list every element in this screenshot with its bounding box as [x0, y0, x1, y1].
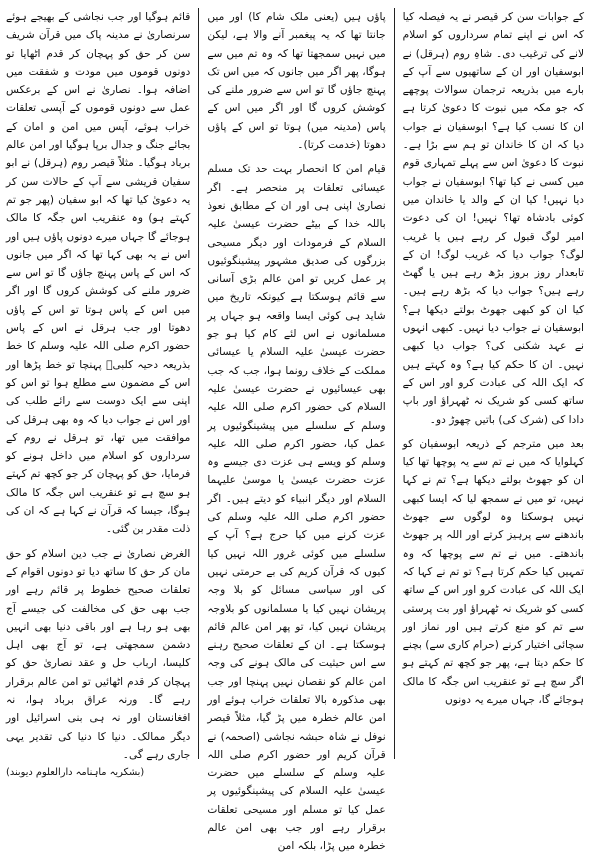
column-divider: [198, 8, 199, 759]
middle-column: [199, 8, 393, 853]
source-credit: (بشکریہ ماہنامہ دارالعلوم دیوبند): [6, 767, 145, 779]
paragraph: قائم ہوگیا اور جب نجاشی کے بھیجے ہوئے سرنصاریٰ نے مدینہ پاک میں قرآن شریف سن کر حق کو پہچان کر قدم اٹھایا تو دونوں قوموں میں مودت و شفقت میں اضافہ ہوا۔ نصاریٰ نے اس کے برعکس عمل سے دونوں قوموں کے آپسی تعلقات خراب ہوئے، آپس میں امن و امان کے بجائے جنگ و جدال برپا ہوگیا اور امن عالم برباد ہوگیا۔ مثلاً قیصر روم (ہرقل) نے ابو سفیان قریشی سے آپ کے حالات سن کر یہ دعویٰ کیا تھا کہ ابو سفیان (پھر جو تم کہتے ہو) وہ عنقریب اس جگہ کا مالک ہوجائے گا جہاں میرے دونوں پاؤں ہیں اور اس نے یہ بھی کہا تھا کہ اگر میں جانوں کہ اس کے پاس پہنچ جاؤں گا تو اس سے ضرور ملنے کی کوشش کروں گا اور اگر میں اس کے پاس ہوتا تو اس کے پاؤں دھوتا اور جب ہرقل نے اس کے پاس حضور اکرم صلی اللہ علیہ وسلم کا خط بذریعہ دحیہ کلبیؓ پہنچا تو خط پڑھا اور اس کے مضمون سے مطلع ہوا تو اس کو اپنی سے ایک دوست سے رائے طلب کی اور اس نے جواب دیا کہ وہ بھی ہرقل کی موافقت میں تھا، تو ہرقل نے روم کے سرداروں کو اسلام میں داخل ہونے کو فرمایا، حق کو پہچان کر جو کچھ تم کہتے ہو سچ ہے تو عنقریب اس جگہ کا مالک ہوگا، جیسا کہ قرآن نے کہا ہے کہ ان کی ذلت مقدر بن گئی۔: [6, 11, 191, 536]
paragraph: قیام امن کا انحصار بہت حد تک مسلم عیسائی تعلقات پر منحصر ہے۔ اگر نصاریٰ اپنی ہی اور ان کے مطابق نعوذ باللہ خدا کے بیٹے حضرت عیسیٰ علیہ السلام کے فرمودات اور دیگر مسیحی بزرگوں کی صدیق مشہور پیشینگوئیوں پر عمل کریں تو امن عالم بڑی آسانی سے قائم ہوسکتا ہے کیونکہ تاریخ میں شاید ہی کوئی ایسا واقعہ ہو جہاں پر مسلمانوں نے اس لئے کام کیا ہو جو حضرت عیسیٰ علیہ السلام یا عیسائی مملکت کے خلاف رونما ہوا، جب کہ جب بھی عیسائیوں نے حضرت عیسیٰ علیہ السلام کی حضور اکرم صلی اللہ علیہ وسلم کے سلسلے میں پیشینگوئیوں پر عمل کیا، حضور اکرم صلی اللہ علیہ وسلم کو ویسے ہی عزت دی جیسے وہ عزت حضرت عیسیٰ یا موسیٰ علیہما السلام اور دیگر انبیاء کو دیتے ہیں۔ اگر حضور اکرم صلی اللہ علیہ وسلم کی عزت کرنے میں کیا حرج ہے؟ آپ کے سلسلے میں کوئی غرور اللہ نہیں کیا کیوں کہ قرآن کریم کی بے حرمتی نہیں کی اور سیاسی مسائل کو بلا وجہ پریشان نہیں کیا یا مسلمانوں کو بلاوجہ پریشان نہیں کیا، تو پھر امن عالم قائم ہوسکتا ہے۔ ان کے تعلقات صحیح رہنے سے اس حیثیت کی مالک ہونے کی وجہ امن عالم کو نقصان نہیں پہنچا اور جب بھی مذکورہ بالا تعلقات خراب ہوئے اور امن عالم خطرہ میں پڑ گیا، مثلاً قیصر نوفل نے شاہ حبشہ نجاشی (اصحمہ) نے قرآن کریم اور حضور اکرم صلی اللہ علیہ وسلم کے سلسلے میں حضرت عیسیٰ علیہ السلام کی پیشینگوئیوں پر عمل کیا تو مسلم اور مسیحی تعلقات برقرار رہے اور جب بھی امن عالم خطرہ میں پڑا، بلکہ امن: [207, 163, 386, 853]
paragraph: بعد میں مترجم کے ذریعہ ابوسفیان کو کہلوایا کہ میں نے تم سے یہ پوچھا تھا کیا ان کو جھوٹ بولتے دیکھا ہے؟ تم نے کہا نہیں، تو میں نے سمجھ لیا کہ ایسا کبھی نہیں ہوسکتا وہ لوگوں سے جھوٹ باندھنے سے پرہیز کرتے اور اللہ پر جھوٹ باندھتے۔ میں نے تم سے پوچھا کہ وہ تمہیں کیا حکم کرتا ہے؟ تو تم نے کہا کہ ایک اللہ کی عبادت کرو اور اس کے ساتھ کسی کو شریک نہ ٹھہراؤ اور بت پرستی سے تم کو منع کرتے ہیں اور نماز اور سچائی اختیار کرنے (حرام کاری سے) بچنے کا حکم دیتا ہے، پھر جو کچھ تم کہتے ہو اگر سچ ہے تو عنقریب اس جگہ کا مالک ہوجائے گا، جہاں میرے یہ دونوں: [402, 437, 584, 706]
paragraph: کے جوابات سن کر قیصر نے یہ فیصلہ کیا کہ اس نے اپنے تمام سرداروں کو اسلام لانے کی ترغیب دی۔ شاہِ روم (ہرقل) نے ابوسفیان اور ان کے ساتھیوں سے آپ کے بارے میں بذریعہ ترجمان سوالات پوچھے کہ جو مکہ میں نبوت کا دعویٰ کرتا ہے ان کا نسب کیا ہے؟ ابوسفیان نے جواب دیا کہ ان کا خاندان تو ہم سے بڑا ہے۔ نبوت کا دعویٰ اس سے پہلے تمہاری قوم میں کسی نے کیا تھا؟ ابوسفیان نے جواب دیا نہیں! کیا ان کے والد یا خاندان میں کوئی بادشاہ تھا؟ نہیں! ان کی دعوت امیر لوگ قبول کر رہے ہیں یا غریب لوگ؟ جواب دیا کہ غریب لوگ! ان کے تابعدار روز بروز بڑھ رہے ہیں یا گھٹ رہے ہیں؟ جواب دیا کہ بڑھ رہے ہیں۔ کیا ان کو کبھی جھوٹ بولتے دیکھا ہے؟ ابوسفیان نے جواب دیا نہیں۔ کبھی انہوں نے عہد شکنی کی؟ جواب دیا کبھی نہیں۔ ان کا حکم کیا ہے؟ وہ کہتے ہیں کہ ایک اللہ کی عبادت کرو اور اس کے ساتھ کسی کو شریک نہ ٹھہراؤ اور باپ دادا کی (شرک کی) باتیں چھوڑ دو۔: [402, 11, 584, 426]
paragraph: الغرض نصاریٰ نے جب دین اسلام کو حق مان کر حق کا ساتھ دیا تو دونوں اقوام کے تعلقات صحیح خطوط پر قائم رہے اور جب بھی حق کی مخالفت کی جیسے آج بھی ہو رہا ہے اور باقی دنیا بھی انہیں دشمن سمجھتی ہے، تو آج بھی اہل کلیسا، ارباب حل و عقد نصاریٰ حق کو پہچان کر قدم اٹھائیں تو امن عالم برقرار رہے گا۔ ورنہ عراق برباد ہوا، نہ افغانستان اور نہ ہی بنی اسرائیل اور دیگر ممالک۔ دنیا کا دنیا کی تقدیر یہی جاری رہے گی۔: [6, 547, 191, 761]
right-column: [395, 8, 584, 759]
left-column: [6, 8, 198, 779]
paragraph: پاؤں ہیں (یعنی ملک شام کا) اور میں جانتا تھا کہ یہ پیغمبر آنے والا ہے، لیکن میں نہیں سمجھتا تھا کہ وہ تم میں سے ہوگا، پھر اگر میں جانوں کہ میں اس تک پہنچ جاؤں گا تو اس سے ضرور ملنے کی کوشش کروں گا اور اگر میں اس کے پاس (مدینہ میں) ہوتا تو اس کے پاؤں دھوتا (خدمت کرتا)۔: [207, 11, 386, 152]
column-divider: [394, 8, 395, 759]
